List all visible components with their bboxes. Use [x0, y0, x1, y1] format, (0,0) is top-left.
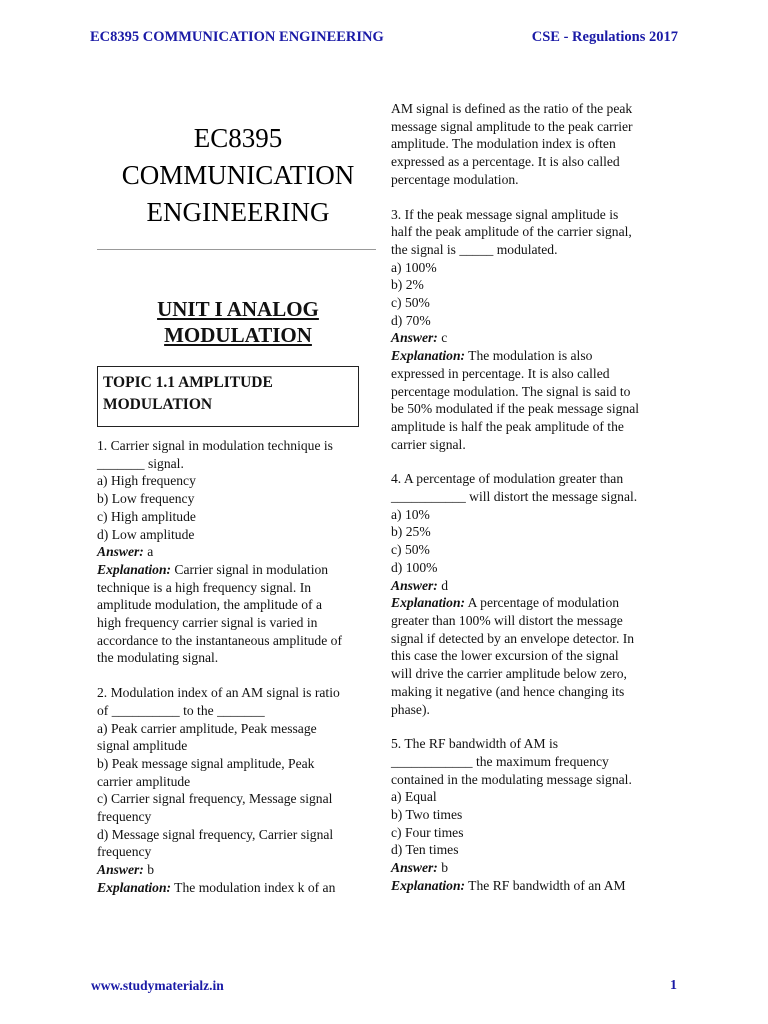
explanation-label: Explanation:	[97, 561, 172, 577]
explanation-text: Carrier signal in modulation	[171, 561, 329, 577]
question-text: 1. Carrier signal in modulation technique is	[97, 438, 333, 453]
answer-line	[97, 861, 373, 879]
explanation-text: amplitude modulation, the amplitude of a	[97, 597, 323, 613]
topic-line-2: MODULATION	[103, 396, 213, 413]
title-line-3: ENGINEERING	[146, 197, 330, 227]
explanation-text: amplitude is half the peak amplitude of the	[391, 418, 624, 434]
explanation-text: percentage modulation. The signal is said to	[391, 383, 631, 399]
answer-value: a	[143, 544, 154, 560]
answer-line	[391, 329, 673, 347]
answer-label: Answer:	[391, 860, 438, 876]
option: b) 2%	[391, 277, 424, 293]
answer-label: Answer:	[391, 577, 438, 593]
explanation-text: A percentage of modulation	[465, 595, 620, 611]
question-text: 4. A percentage of modulation greater than	[391, 471, 624, 487]
option: a) Peak carrier amplitude, Peak message	[97, 720, 317, 736]
explanation-line	[391, 594, 673, 612]
option: frequency	[97, 809, 152, 825]
header-regulation: CSE - Regulations 2017	[531, 29, 678, 45]
option: d) 70%	[391, 312, 431, 328]
explanation-line	[97, 879, 373, 897]
explanation-text: will drive the carrier amplitude below zero,	[391, 666, 627, 682]
question-text: ___________ will distort the message signal.	[391, 489, 638, 505]
option: c) Four times	[391, 824, 464, 840]
answer-value: d	[437, 577, 449, 593]
explanation-text: message signal amplitude to the peak carrier	[391, 118, 633, 134]
question-text: the signal is _____ modulated.	[391, 241, 558, 257]
page-header	[90, 29, 678, 46]
explanation-text: carrier signal.	[391, 436, 466, 452]
explanation-text: amplitude. The modulation index is often	[391, 136, 616, 152]
question-text: _______ signal.	[97, 455, 184, 471]
option: a) 10%	[391, 506, 430, 522]
question-text: contained in the modulating message signal.	[391, 771, 632, 787]
option: d) Ten times	[391, 842, 459, 858]
question-text: 2. Modulation index of an AM signal is ratio	[97, 685, 340, 701]
explanation-text: The RF bandwidth of an AM	[465, 877, 626, 893]
question-2	[97, 684, 373, 896]
left-column	[97, 437, 373, 897]
explanation-text: greater than 100% will distort the message	[391, 612, 623, 628]
option: c) 50%	[391, 542, 430, 558]
explanation-text: the modulating signal.	[97, 650, 219, 666]
explanation-text: expressed in percentage. It is also called	[391, 365, 610, 381]
question-text: of __________ to the _______	[97, 702, 265, 718]
option: b) Low frequency	[97, 491, 195, 507]
option: d) 100%	[391, 559, 438, 575]
title-line-1: EC8395	[193, 123, 283, 153]
answer-value: b	[143, 862, 155, 878]
option: a) High frequency	[97, 473, 196, 489]
document-title	[97, 120, 379, 231]
option: signal amplitude	[97, 738, 188, 754]
explanation-label: Explanation:	[97, 879, 172, 895]
explanation-line	[391, 877, 673, 895]
option: a) 100%	[391, 259, 437, 275]
unit-line-2: MODULATION	[164, 323, 312, 347]
question-2-continued	[391, 100, 673, 189]
explanation-text: be 50% modulated if the peak message signal	[391, 401, 640, 417]
option: a) Equal	[391, 789, 437, 805]
explanation-text: phase).	[391, 701, 430, 717]
explanation-text: accordance to the instantaneous amplitude of	[97, 632, 342, 648]
option: b) Peak message signal amplitude, Peak	[97, 755, 315, 771]
option: d) Message signal frequency, Carrier signal	[97, 826, 334, 842]
footer-website-link[interactable]: www.studymaterialz.in	[91, 978, 224, 993]
topic-line-1: TOPIC 1.1 AMPLITUDE	[103, 374, 273, 391]
option: c) High amplitude	[97, 508, 196, 524]
explanation-text: technique is a high frequency signal. In	[97, 579, 312, 595]
right-column	[391, 100, 673, 895]
question-4	[391, 470, 673, 718]
answer-value: c	[437, 330, 448, 346]
explanation-text: expressed as a percentage. It is also called	[391, 154, 620, 170]
option: b) 25%	[391, 524, 431, 540]
question-text: ____________ the maximum frequency	[391, 753, 609, 769]
topic-box	[97, 366, 359, 427]
option: d) Low amplitude	[97, 526, 195, 542]
answer-value: b	[437, 860, 449, 876]
option: c) Carrier signal frequency, Message signal	[97, 791, 333, 807]
option: frequency	[97, 844, 152, 860]
question-5	[391, 735, 673, 894]
question-text: 5. The RF bandwidth of AM is	[391, 736, 559, 752]
explanation-line	[391, 347, 673, 365]
answer-line	[391, 859, 673, 877]
option: carrier amplitude	[97, 773, 191, 789]
explanation-text: this case the lower excursion of the signal	[391, 648, 619, 664]
question-text: half the peak amplitude of the carrier signal,	[391, 224, 632, 240]
option: c) 50%	[391, 295, 430, 311]
unit-heading	[97, 296, 379, 348]
explanation-label: Explanation:	[391, 348, 466, 364]
answer-line	[97, 543, 373, 561]
question-3	[391, 206, 673, 454]
question-text: 3. If the peak message signal amplitude is	[391, 206, 619, 222]
page-number: 1	[670, 978, 677, 993]
explanation-label: Explanation:	[391, 877, 466, 893]
option: b) Two times	[391, 807, 463, 823]
explanation-text: percentage modulation.	[391, 171, 519, 187]
title-divider	[97, 249, 376, 250]
answer-label: Answer:	[97, 544, 144, 560]
explanation-text: AM signal is defined as the ratio of the peak	[391, 101, 633, 116]
explanation-label: Explanation:	[391, 595, 466, 611]
explanation-text: The modulation index k of an	[171, 879, 336, 895]
title-line-2: COMMUNICATION	[121, 160, 355, 190]
explanation-text: signal if detected by an envelope detector. In	[391, 630, 635, 646]
answer-label: Answer:	[97, 862, 144, 878]
question-1	[97, 437, 373, 667]
explanation-text: making it negative (and hence changing its	[391, 683, 625, 699]
unit-line-1: UNIT I ANALOG	[157, 297, 319, 321]
answer-line	[391, 577, 673, 595]
header-course-title: EC8395 COMMUNICATION ENGINEERING	[90, 29, 384, 45]
explanation-line	[97, 561, 373, 579]
explanation-text: high frequency carrier signal is varied in	[97, 615, 318, 631]
explanation-text: The modulation is also	[465, 348, 593, 364]
answer-label: Answer:	[391, 330, 438, 346]
